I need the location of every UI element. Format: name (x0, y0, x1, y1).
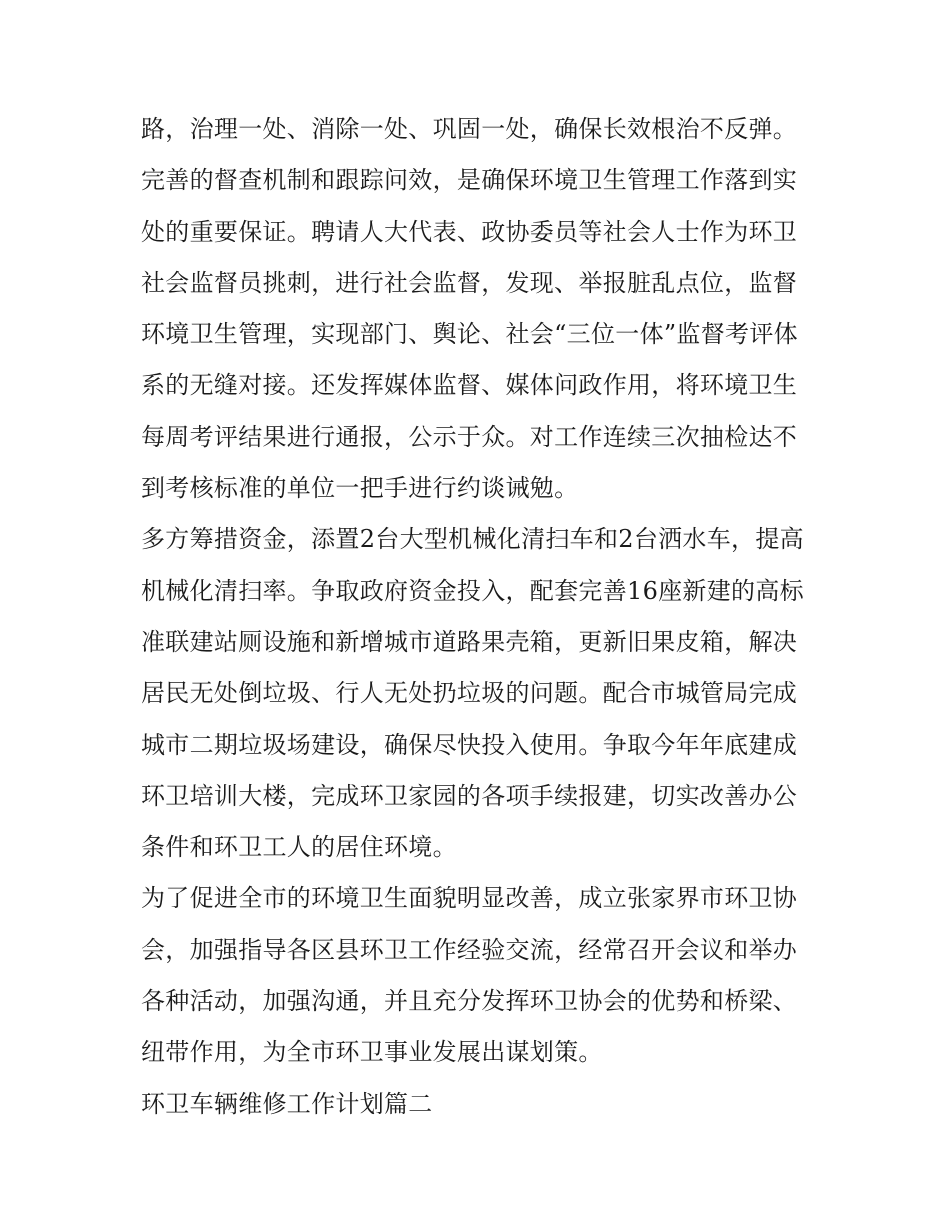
paragraph-association: 为了促进全市的环境卫生面貌明显改善，成立张家界市环卫协会，加强指导各区县环卫工作经验交流，经常召开会议和举办各种活动，加强沟通，并且充分发挥环卫协会的优势和桥梁、纽带作用，为全市环卫事业发展出谋划策。 (141, 884, 798, 1067)
paragraph-supervision: 完善的督查机制和跟踪问效，是确保环境卫生管理工作落到实处的重要保证。聘请人大代表、政协委员等社会人士作为环卫社会监督员挑刺，进行社会监督，发现、举报脏乱点位，监督环境卫生管理，实现部门、舆论、社会“三位一体”监督考评体系的无缝对接。还发挥媒体监督、媒体问政作用，将环境卫生每周考评结果进行通报，公示于众。对工作连续三次抽检达不到考核标准的单位一把手进行约谈诫勉。 (141, 166, 798, 503)
paragraph-funding: 多方筹措资金，添置2台大型机械化清扫车和2台洒水车，提高机械化清扫率。争取政府资金投入，配套完善16座新建的高标准联建站厕设施和新增城市道路果壳箱，更新旧果皮箱，解决居民无处倒垃圾、行人无处扔垃圾的问题。配合市城管局完成城市二期垃圾场建设，确保尽快投入使用。争取今年年底建成环卫培训大楼，完成环卫家园的各项手续报建，切实改善办公条件和环卫工人的居住环境。 (141, 525, 804, 862)
section-heading: 环卫车辆维修工作计划篇二 (141, 1089, 433, 1118)
document-body (141, 104, 821, 1130)
paragraph-continuation: 路，治理一处、消除一处、巩固一处，确保长效根治不反弹。 (141, 115, 798, 143)
